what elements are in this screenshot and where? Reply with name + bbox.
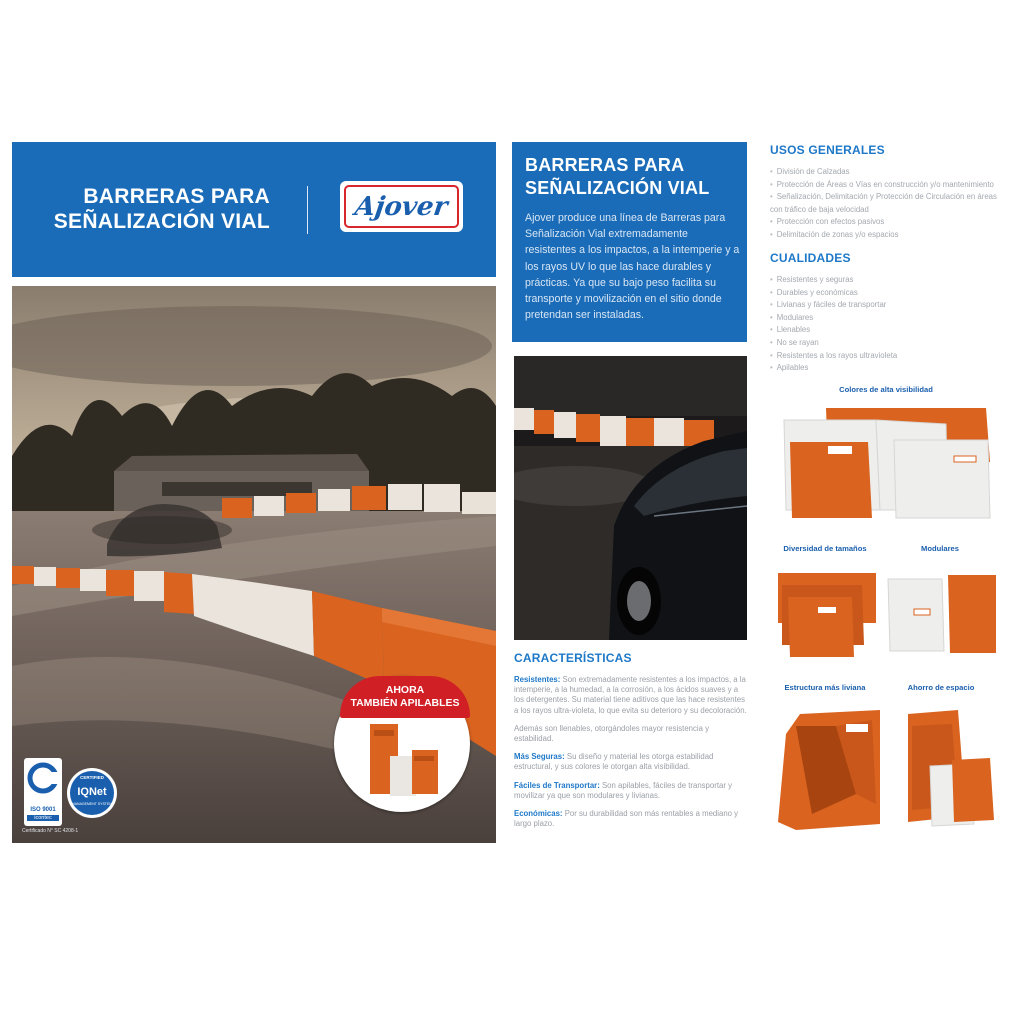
cert1-brand: icontec [27,815,59,821]
caract-item-1: Además son llenables, otorgándoles mayor resistencia y estabilidad. [514,723,710,744]
list-item: • No se rayan [770,337,1002,350]
icontec-icon [24,758,62,802]
caract-item-3: Fáciles de Transportar: Son apilables, fáciles de transportar y movilizar ya que son modulares y livianas. [514,780,732,800]
list-item: • Protección con efectos pasivos [770,216,1002,229]
cert1-label: ISO 9001 [30,807,56,813]
list-item: • Señalización, Delimitación y Protección de Circulación en áreas con tráfico de baja velocidad [770,191,1002,216]
night-car-photo [514,356,747,640]
label-estructura: Estructura más liviana [784,683,866,692]
caract-item-4: Económicas: Por su durabilidad son más rentables a mediano y largo plazo. [514,809,739,829]
caracteristicas-title: CARACTERÍSTICAS [514,651,632,665]
label-ahorro: Ahorro de espacio [907,683,975,692]
list-item: • División de Calzadas [770,166,1002,179]
caract-item-0: Resistentes: Son extremadamente resistentes a los impactos, a la intemperie, a la humedad, a la corrosión, a los ácidos suaves y a los detergentes. Su material tiene aditivos que las hace resistentes a los rayos ultra-violeta, lo que evita su deterioro y su decoloración. [514,675,747,715]
cualidades-title: CUALIDADES [770,251,851,265]
caracteristicas-body [514,675,748,837]
cert-caption: Certificado N° SC 4208-1 [22,828,79,834]
modulares-image [886,571,998,657]
cover-title-line1: BARRERAS PARA [83,185,270,208]
list-item: • Protección de Áreas o Vías en construcción y/o mantenimiento [770,179,1002,192]
list-item: • Delimitación de zonas y/o espacios [770,229,1002,242]
diversidad-image [772,563,880,659]
caract-item-2: Más Seguras: Su diseño y material les otorga estabilidad estructural, y sus colores le otorgan alta visibilidad. [514,752,714,772]
logo-text: Ajover [353,191,450,222]
label-colores: Colores de alta visibilidad [839,385,933,394]
intro-body: Ajover produce una línea de Barreras para Señalización Vial extremadamente resistentes a los impactos, a la intemperie y a los rayos UV lo que las hace durables y prácticas. Ya que su bajo peso facilita su transporte y movilización en el sitio donde pretendan ser instaladas. [525,212,740,322]
cert2-brand: IQNet [77,786,107,798]
list-item: • Durables y económicas [770,287,1002,300]
cover-divider [307,186,308,234]
intro-title-line2: SEÑALIZACIÓN VIAL [525,178,710,198]
badge-line2: TAMBIÉN APILABLES [350,697,460,709]
badge-line1: AHORA [385,684,425,696]
intro-title [525,154,740,200]
label-modulares: Modulares [921,544,959,553]
stackable-ribbon [340,676,470,718]
intro-title-line1: BARRERAS PARA [525,155,685,175]
list-item: • Llenables [770,324,1002,337]
cualidades-list [770,274,1002,375]
label-diversidad: Diversidad de tamaños [783,544,867,553]
iso-certificate [24,758,62,826]
cert2-top: CERTIFIED [80,775,104,780]
list-item: • Livianas y fáciles de transportar [770,299,1002,312]
cover-title [38,184,270,234]
iqnet-certificate [67,768,117,818]
cover-title-line2: SEÑALIZACIÓN VIAL [53,210,270,233]
ahorro-image [902,706,1000,830]
usos-title: USOS GENERALES [770,143,885,157]
ajover-logo [340,181,463,232]
list-item: • Modulares [770,312,1002,325]
estructura-image [776,704,884,836]
list-item: • Resistentes y seguras [770,274,1002,287]
list-item: • Apilables [770,362,1002,375]
usos-list [770,166,1002,242]
cert2-bottom: MANAGEMENT SYSTEM [71,802,113,806]
list-item: • Resistentes a los rayos ultravioleta [770,350,1002,363]
colores-image [776,402,998,524]
